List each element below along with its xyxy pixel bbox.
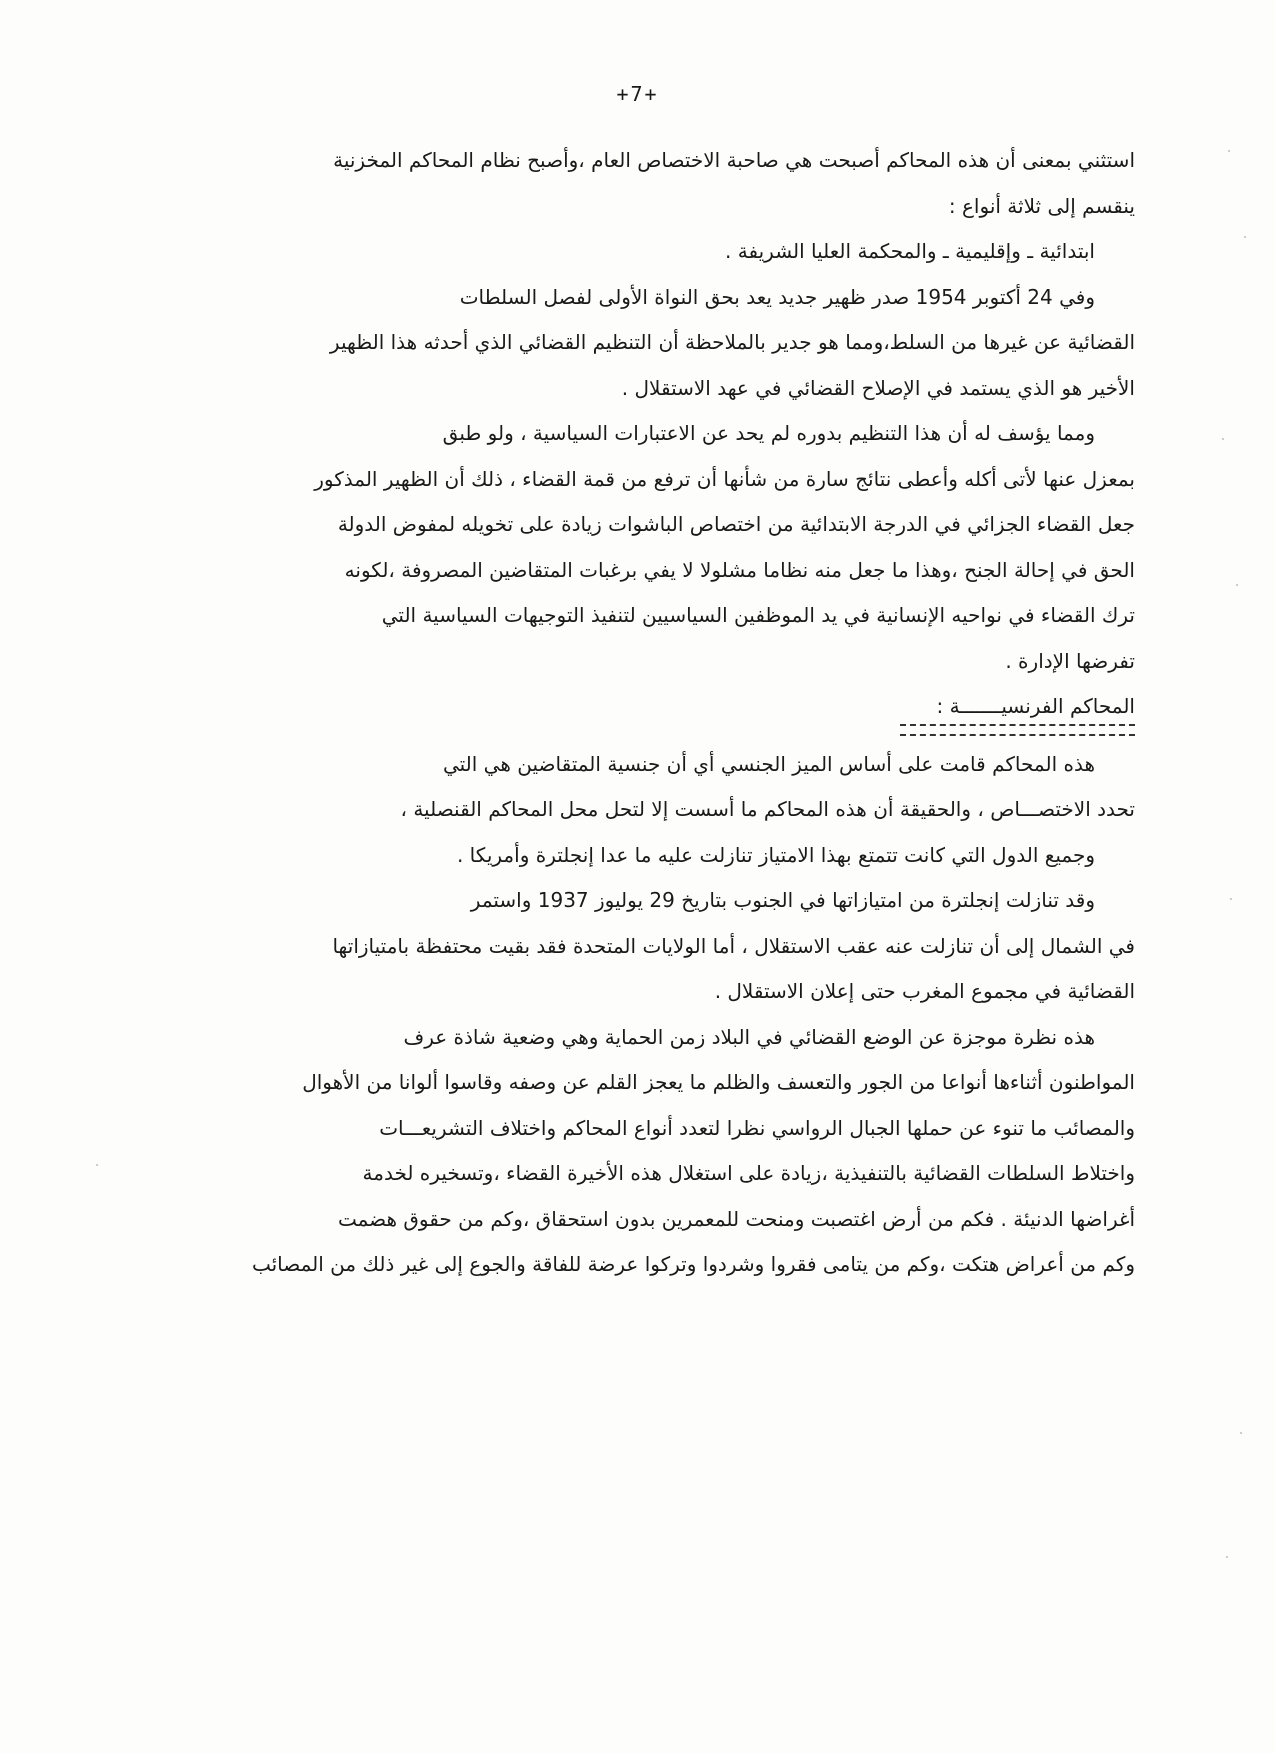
- text-line: أغراضها الدنيئة . فكم من أرض اغتصبت ومنحت للمعمرين بدون استحقاق ،وكم من حقوق هضمت: [337, 1206, 1135, 1231]
- document-body: [150, 138, 1135, 1288]
- text-line: هذه المحاكم قامت على أساس الميز الجنسي أي أن جنسية المتقاضين هي التي: [442, 751, 1095, 776]
- text-line: القضائية في مجموع المغرب حتى إعلان الاستقلال .: [714, 979, 1135, 1003]
- text-line: وجميع الدول التي كانت تتمتع بهذا الامتياز تنازلت عليه ما عدا إنجلترة وأمريكا .: [456, 842, 1095, 867]
- text-line: والمصائب ما تنوء عن حملها الجبال الرواسي نظرا لتعدد أنواع المحاكم واختلاف التشريعـــات: [379, 1115, 1135, 1140]
- scan-speck: [1228, 150, 1230, 152]
- text-line: هذه نظرة موجزة عن الوضع القضائي في البلاد زمن الحماية وهي وضعية شاذة عرف: [403, 1024, 1095, 1049]
- scan-speck: [96, 1164, 98, 1166]
- scan-speck: [1230, 898, 1232, 900]
- text-line: وقد تنازلت إنجلترة من امتيازاتها في الجنوب بتاريخ 29 يوليوز 1937 واستمر: [470, 888, 1095, 912]
- text-line: ترك القضاء في نواحيه الإنسانية في يد الموظفين السياسيين لتنفيذ التوجيهات السياسية التي: [381, 603, 1135, 627]
- page-number: +7+: [616, 82, 659, 106]
- text-line: وكم من أعراض هتكت ،وكم من يتامى فقروا وشردوا وتركوا عرضة للفاقة والجوع إلى غير ذلك من المصائب: [251, 1252, 1135, 1276]
- paragraph: [150, 878, 1135, 1015]
- paragraph: [150, 275, 1135, 412]
- paragraph: [150, 833, 1135, 879]
- text-line: تفرضها الإدارة .: [1005, 648, 1135, 673]
- text-line: وفي 24 أكتوبر 1954 صدر ظهير جديد يعد بحق النواة الأولى لفصل السلطات: [459, 284, 1095, 309]
- text-line: الأخير هو الذي يستمد في الإصلاح القضائي في عهد الاستقلال .: [621, 375, 1135, 400]
- scan-speck: [1236, 584, 1238, 586]
- paragraph: [150, 138, 1135, 229]
- scan-speck: [1240, 1432, 1242, 1434]
- text-line: واختلاط السلطات القضائية بالتنفيذية ،زيادة على استغلال هذه الأخيرة القضاء ،وتسخيره لخدمة: [362, 1161, 1135, 1185]
- section-heading-block: [150, 684, 1135, 736]
- text-line: بمعزل عنها لأتى أكله وأعطى نتائج سارة من شأنها أن ترفع من قمة القضاء ، ذلك أن الظهير المذكور: [314, 466, 1135, 491]
- text-line: ابتدائية ـ وإقليمية ـ والمحكمة العليا الشريفة .: [725, 239, 1095, 263]
- text-line: القضائية عن غيرها من السلط،ومما هو جدير بالملاحظة أن التنظيم القضائي الذي أحدثه هذا الظهير: [329, 330, 1135, 354]
- paragraph: [150, 1015, 1135, 1288]
- text-line: تحدد الاختصـــاص ، والحقيقة أن هذه المحاكم ما أسست إلا لتحل محل المحاكم القنصلية ،: [400, 797, 1135, 821]
- scan-speck: [1244, 236, 1246, 238]
- text-line: ومما يؤسف له أن هذا التنظيم بدوره لم يحد عن الاعتبارات السياسية ، ولو طبق: [442, 421, 1095, 445]
- text-line: الحق في إحالة الجنح ،وهذا ما جعل منه نظاما مشلولا لا يفي برغبات المتقاضين المصروفة ،لكونه: [344, 557, 1135, 582]
- text-line: استثني بمعنى أن هذه المحاكم أصبحت هي صاحبة الاختصاص العام ،وأصبح نظام المحاكم المخزنية: [333, 148, 1135, 172]
- scan-speck: [1226, 1556, 1228, 1558]
- text-line: في الشمال إلى أن تنازلت عنه عقب الاستقلال ، أما الولايات المتحدة فقد بقيت محتفظة بامتيازاتها: [332, 933, 1135, 958]
- scan-speck: [1222, 438, 1224, 440]
- text-line: المواطنون أثناءها أنواعا من الجور والتعسف والظلم ما يعجز القلم عن وصفه وقاسوا ألوانا من الأهوال: [302, 1070, 1135, 1094]
- text-line: ينقسم إلى ثلاثة أنواع :: [948, 193, 1135, 218]
- text-line: جعل القضاء الجزائي في الدرجة الابتدائية من اختصاص الباشوات زيادة على تخويله لمفوض الدولة: [337, 512, 1135, 536]
- section-heading: المحاكم الفرنسيـــــــة :: [936, 694, 1135, 718]
- paragraph: [150, 229, 1135, 275]
- paragraph: [150, 411, 1135, 684]
- paragraph: [150, 742, 1135, 833]
